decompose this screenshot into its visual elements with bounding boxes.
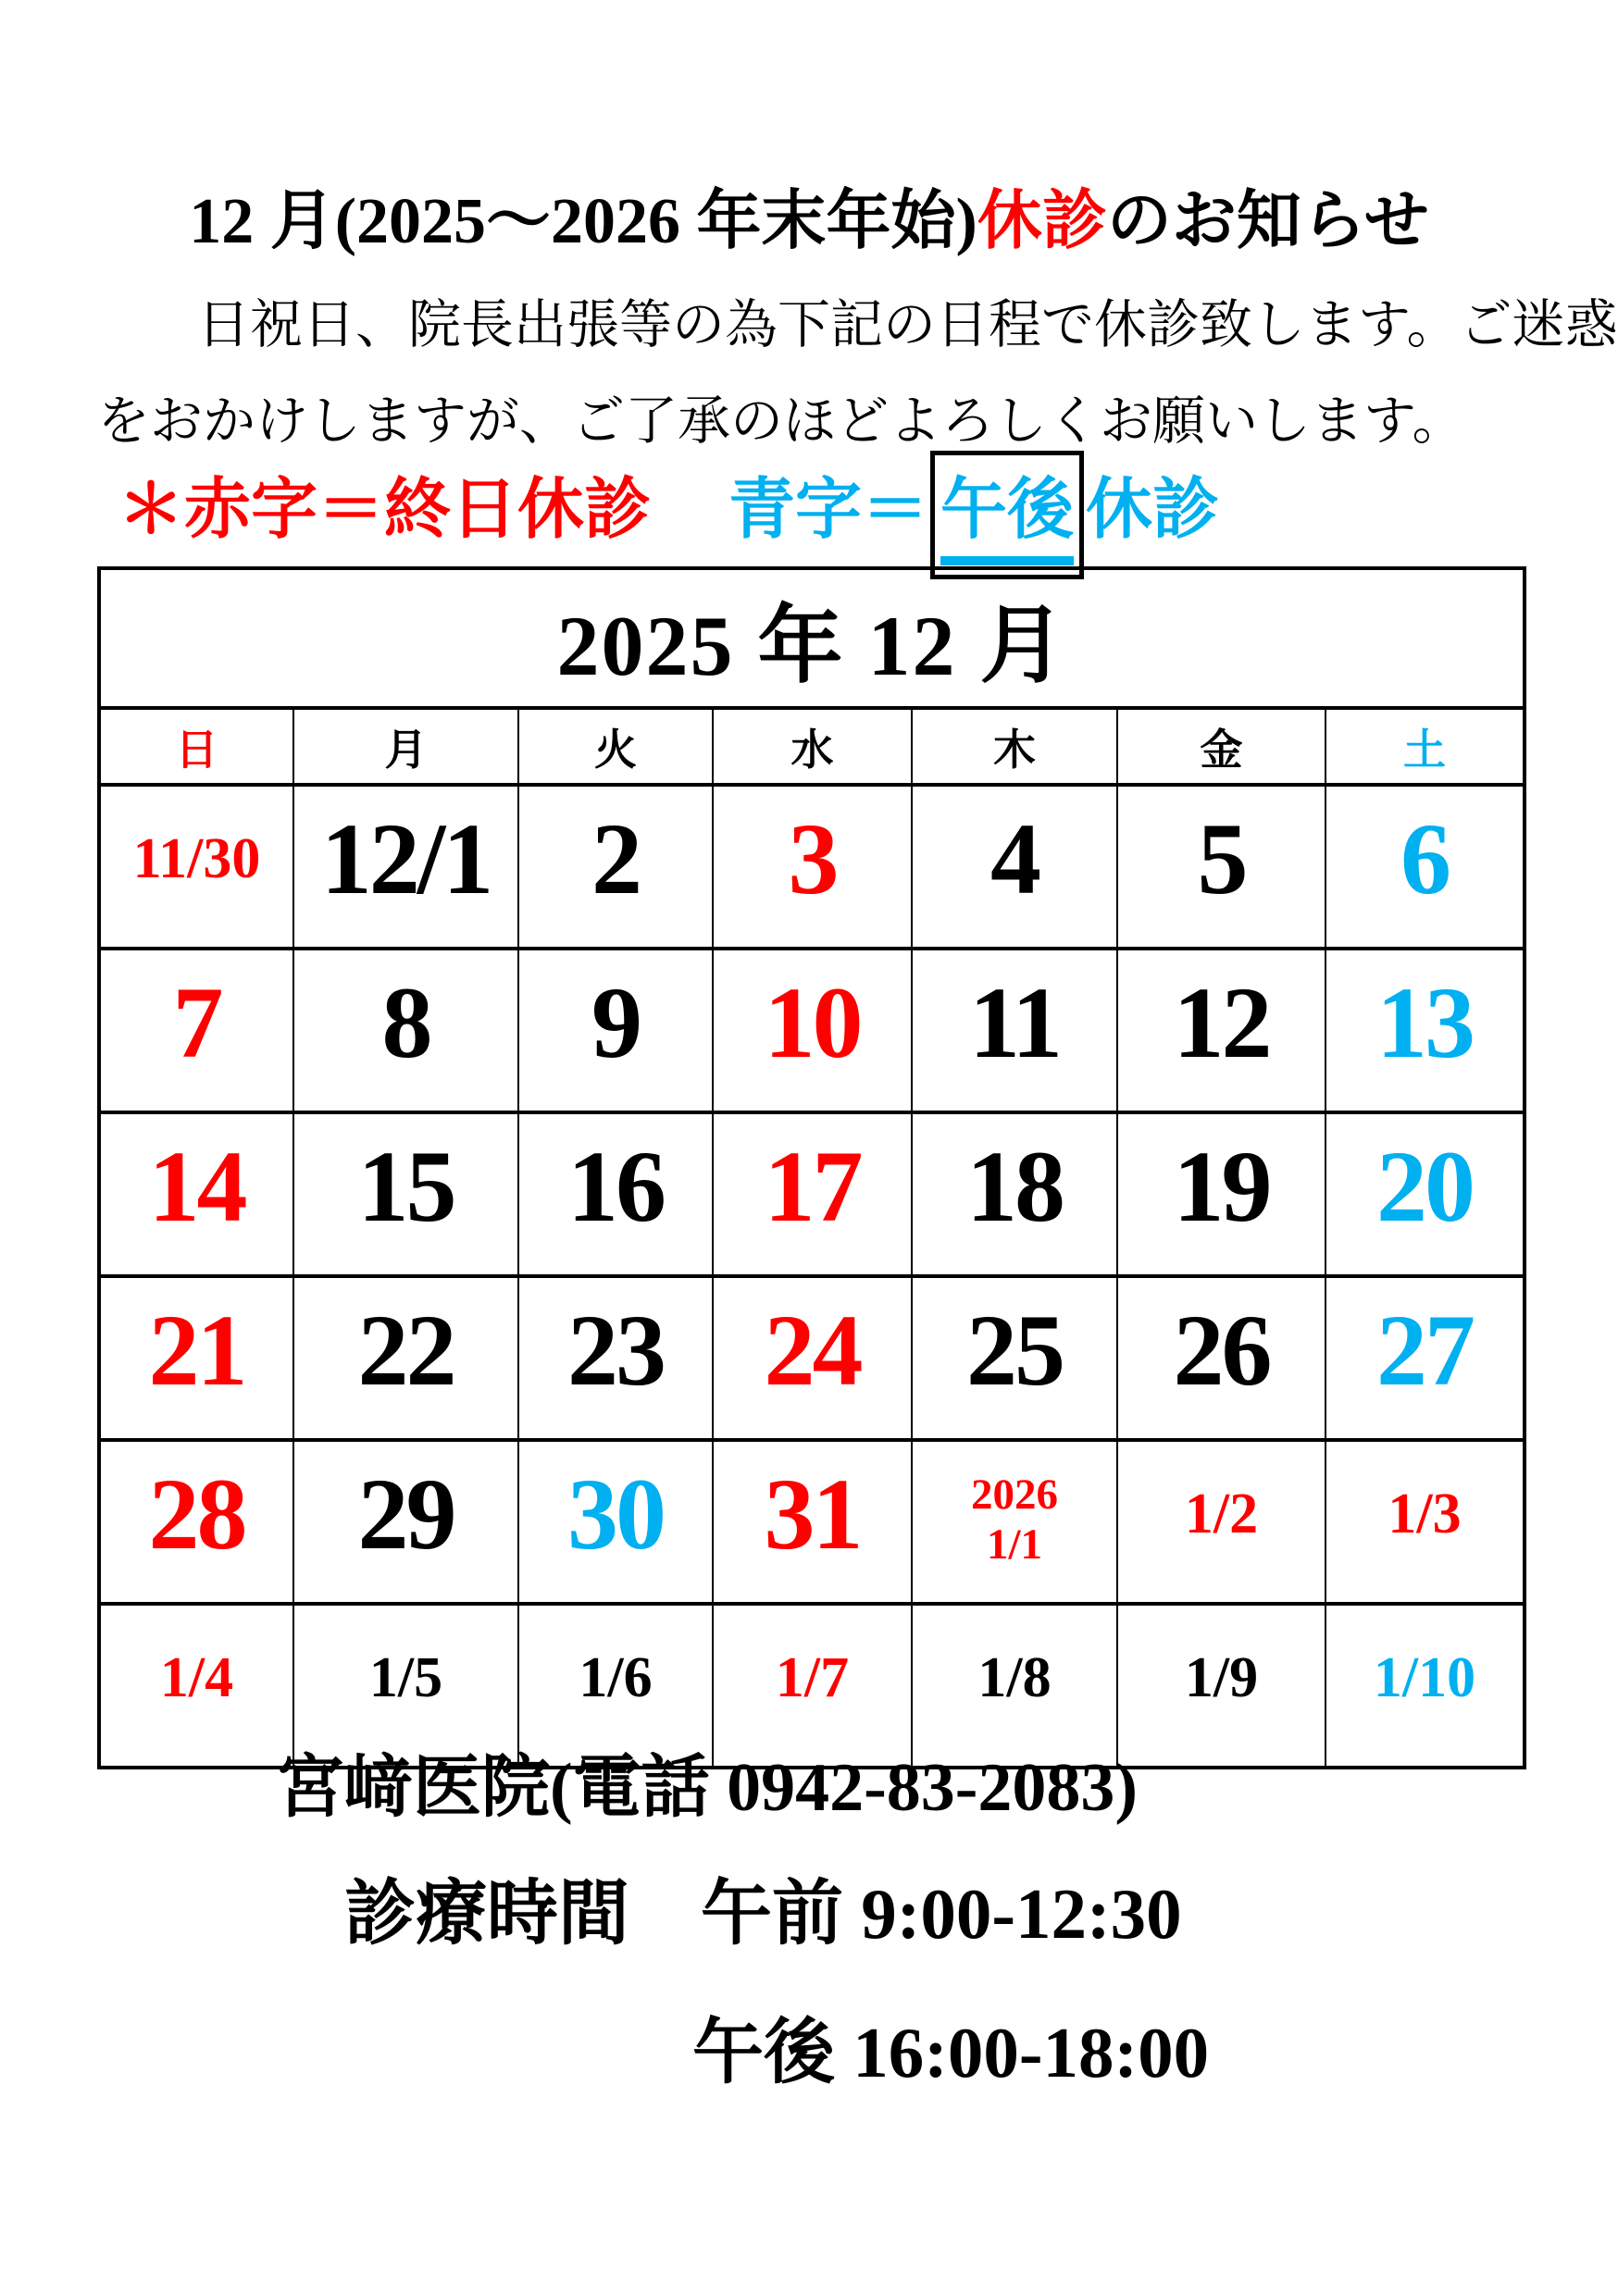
calendar-week-row	[99, 785, 1525, 949]
calendar-day-cell: 13	[1326, 949, 1525, 1112]
calendar-day-cell: 1/10	[1326, 1604, 1525, 1768]
calendar-day-cell: 1/7	[713, 1604, 912, 1768]
intro-line-2: をおかけしますが、ご了承のほどよろしくお願いします。	[97, 392, 1465, 451]
calendar-day-cell: 22	[293, 1276, 518, 1440]
title-suffix: のお知らせ	[1106, 186, 1429, 257]
calendar-day-cell: 7	[99, 949, 293, 1112]
title-prefix: 12 月(2025～2026 年末年始)	[189, 186, 977, 257]
calendar-day-cell: 28	[99, 1440, 293, 1604]
title-highlight: 休診	[977, 186, 1107, 257]
calendar-week-row	[99, 1440, 1525, 1604]
legend-afternoon-text: 午後	[940, 455, 1074, 565]
calendar-day-cell: 24	[713, 1276, 912, 1440]
calendar-week-row	[99, 949, 1525, 1112]
calendar-day-cell: 2	[518, 785, 713, 949]
footer-hours-morning: 診療時間 午前 9:00-12:30	[344, 1874, 1182, 1954]
calendar-day-cell: 1/2	[1117, 1440, 1326, 1604]
calendar-day-cell: 4	[912, 785, 1117, 949]
weekday-header-cell: 火	[518, 708, 713, 785]
calendar-day-cell: 6	[1326, 785, 1525, 949]
calendar-day-cell: 1/5	[293, 1604, 518, 1768]
legend-blue-label	[728, 455, 1219, 579]
calendar-day-cell: 16	[518, 1112, 713, 1276]
legend-blue-prefix: 青字＝	[728, 473, 929, 547]
footer-hours-afternoon: 午後 16:00-18:00	[692, 2013, 1210, 2092]
calendar-day-cell: 23	[518, 1276, 713, 1440]
calendar-day-cell: 9	[518, 949, 713, 1112]
calendar-day-cell: 1/3	[1326, 1440, 1525, 1604]
calendar-week-row	[99, 1276, 1525, 1440]
calendar-day-cell: 19	[1117, 1112, 1326, 1276]
calendar-day-cell: 12	[1117, 949, 1326, 1112]
calendar-day-cell: 29	[293, 1440, 518, 1604]
page-title	[0, 168, 1618, 262]
weekday-header-cell: 水	[713, 708, 912, 785]
legend-red-label: ＊赤字＝終日休診	[118, 473, 652, 547]
weekday-header-cell: 金	[1117, 708, 1326, 785]
calendar-month-title: 2025 年 12 月	[99, 568, 1525, 708]
calendar-day-cell: 30	[518, 1440, 713, 1604]
calendar-day-cell: 20	[1326, 1112, 1525, 1276]
calendar-day-cell: 27	[1326, 1276, 1525, 1440]
calendar-day-cell: 12/1	[293, 785, 518, 949]
calendar-day-cell: 1/4	[99, 1604, 293, 1768]
calendar-day-cell: 11	[912, 949, 1117, 1112]
weekday-header-row	[99, 708, 1525, 785]
legend-afternoon-box	[930, 451, 1084, 579]
calendar-day-cell: 11/30	[99, 785, 293, 949]
calendar-day-cell: 15	[293, 1112, 518, 1276]
calendar-day-cell: 25	[912, 1276, 1117, 1440]
weekday-header-cell: 月	[293, 708, 518, 785]
calendar-day-cell: 3	[713, 785, 912, 949]
calendar-day-cell: 2026 1/1	[912, 1440, 1117, 1604]
calendar-day-cell: 26	[1117, 1276, 1326, 1440]
calendar-day-cell: 8	[293, 949, 518, 1112]
calendar-day-cell: 1/6	[518, 1604, 713, 1768]
calendar-day-cell: 10	[713, 949, 912, 1112]
calendar-day-cell: 14	[99, 1112, 293, 1276]
calendar-table	[97, 566, 1526, 1769]
calendar-day-cell: 1/8	[912, 1604, 1117, 1768]
weekday-header-cell: 木	[912, 708, 1117, 785]
intro-paragraph	[97, 278, 1618, 470]
calendar-day-cell: 18	[912, 1112, 1117, 1276]
calendar-title-row	[99, 568, 1525, 708]
legend	[118, 455, 1219, 579]
calendar-day-cell: 31	[713, 1440, 912, 1604]
weekday-header-cell: 日	[99, 708, 293, 785]
calendar-day-cell: 5	[1117, 785, 1326, 949]
calendar-week-row	[99, 1112, 1525, 1276]
intro-line-1: 日祝日、院長出張等の為下記の日程で休診致します。ご迷惑	[197, 296, 1618, 354]
calendar-day-cell: 17	[713, 1112, 912, 1276]
legend-blue-suffix: 休診	[1086, 473, 1220, 547]
calendar-day-cell: 1/9	[1117, 1604, 1326, 1768]
weekday-header-cell: 土	[1326, 708, 1525, 785]
calendar-day-cell: 21	[99, 1276, 293, 1440]
footer-clinic-line: 宮﨑医院(電話 0942-83-2083)	[276, 1750, 1139, 1826]
